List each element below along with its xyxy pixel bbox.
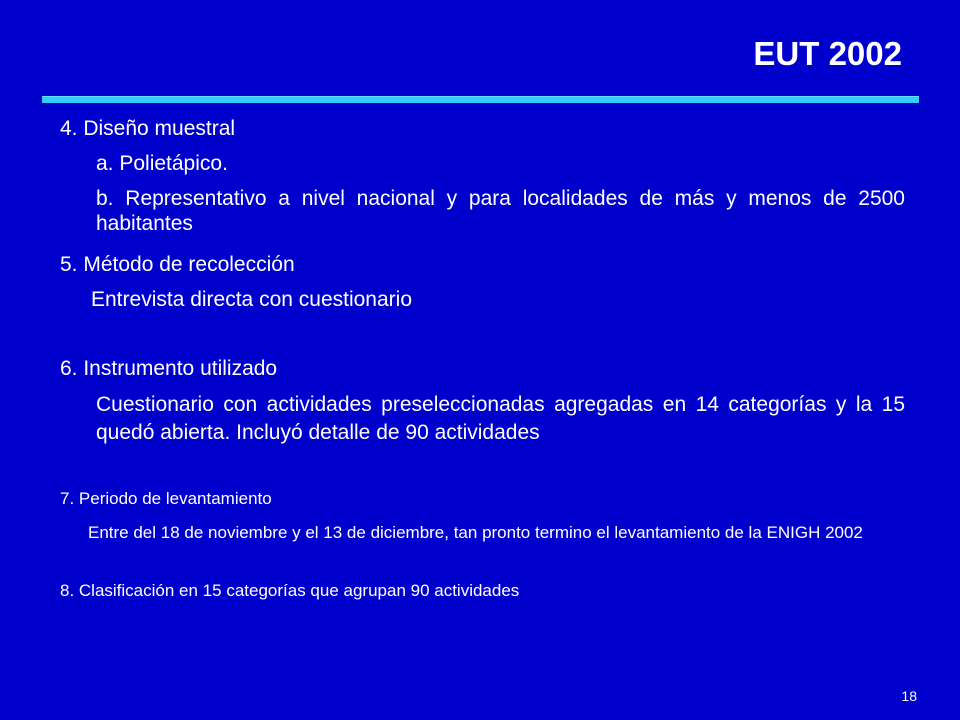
section-7-heading: 7. Periodo de levantamiento bbox=[60, 489, 272, 508]
section-4-item-a: a. Polietápico. bbox=[96, 152, 228, 175]
section-4-item-b: b. Representativo a nivel nacional y para localidades de más y menos de 2500 habitantes bbox=[96, 187, 905, 235]
page-number: 18 bbox=[901, 688, 917, 704]
section-5-heading: 5. Método de recolección bbox=[60, 253, 295, 276]
section-5-detail: Entrevista directa con cuestionario bbox=[91, 288, 412, 311]
section-7-detail-text: Entre del 18 de noviembre y el 13 de diciembre, tan pronto termino el levantamiento de la ENIGH 2002 bbox=[88, 523, 863, 542]
section-4-heading: 4. Diseño muestral bbox=[60, 117, 236, 140]
section-6-heading: 6. Instrumento utilizado bbox=[60, 357, 278, 380]
section-8-heading: 8. Clasificación en 15 categorías que agrupan 90 actividades bbox=[60, 581, 520, 600]
slide-title: EUT 2002 bbox=[753, 35, 902, 72]
title-divider bbox=[42, 96, 919, 103]
section-7-detail bbox=[88, 522, 905, 543]
section-6-detail: Cuestionario con actividades preseleccionadas agregadas en 14 categorías y la 15 quedó abierta. Incluyó detalle de 90 actividades bbox=[96, 393, 905, 444]
